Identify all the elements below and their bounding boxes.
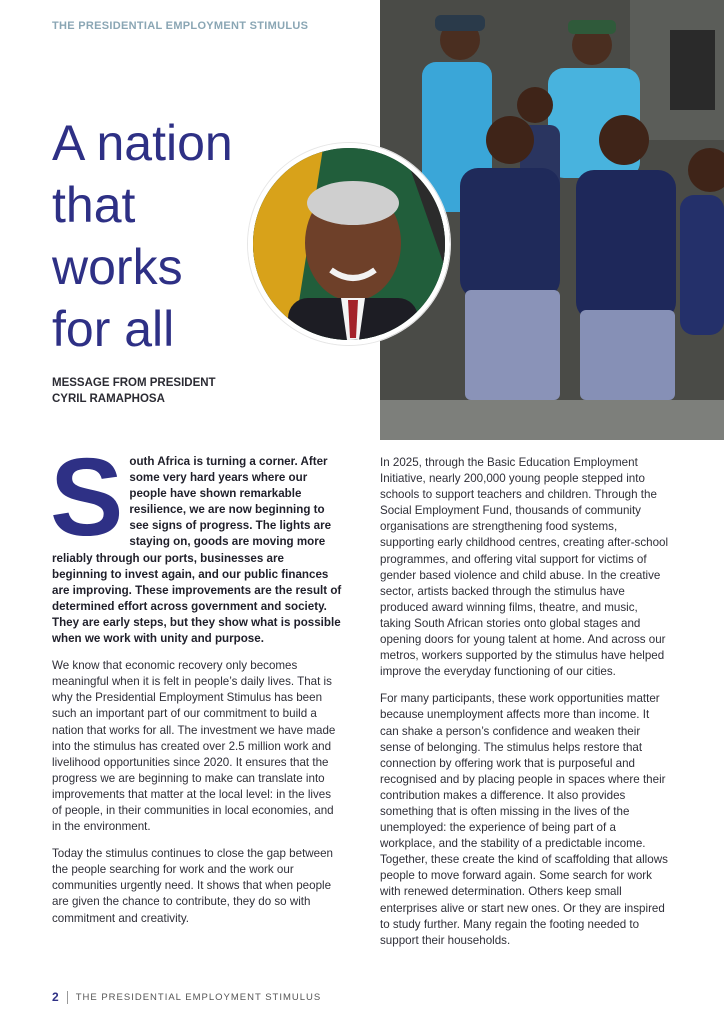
byline-line: CYRIL RAMAPHOSA [52,393,165,405]
title-line: for all [52,300,175,357]
page-number: 2 [52,990,59,1004]
running-header: THE PRESIDENTIAL EMPLOYMENT STIMULUS [52,20,309,32]
page-footer [52,990,321,1004]
article-column-right [380,455,670,960]
body-paragraph: In 2025, through the Basic Education Employment Initiative, nearly 200,000 young people stepped into schools to support teachers and children. Through the Social Employment Fund, thousands of community organisations are strengthening food systems, supporting early childhood centres, creating after-school programmes, and offering vital support for victims of gender based violence and child abuse. In the creative sector, artists backed through the stimulus have produced award winning films, theatre, and music, taking South African stories onto global stages and opening doors for young talent at home. And across our metros, workers supported by the stimulus have helped improve the everyday functioning of our cities. [380,456,669,679]
footer-divider [67,991,68,1004]
president-portrait [248,143,450,345]
body-paragraph: For many participants, these work opportunities matter because unemployment affects more than income. It can shake a person’s confidence and weaken their sense of belonging. The stimulus helps restore that connection by offering work that is purposeful and recognised and by placing people in spaces where their contribution makes a difference. It also provides something that is often missing in the lives of the unemployed: the experience of being part of a workplace, and the stability of a predictable income. Together, these create the kind of scaffolding that allows people to move forward again. Some search for work with renewed determination. Others keep small enterprises alive or start new ones. Or they are inspired to study further. Many regain the footing needed to support their households. [380,692,668,947]
article-column-left [50,436,342,938]
byline-line: MESSAGE FROM PRESIDENT [52,377,216,389]
title-line: that [52,176,136,233]
title-line: A nation [52,114,233,171]
lead-paragraph [50,436,342,647]
footer-title: THE PRESIDENTIAL EMPLOYMENT STIMULUS [75,991,322,1003]
byline [52,375,216,407]
body-paragraph: Today the stimulus continues to close the gap between the people searching for work and the work our communities urgently need. It shows that when people are given the chance to contribute, they do so with commitment and creativity. [52,847,334,925]
drop-cap: S [50,436,124,559]
body-paragraph: We know that economic recovery only becomes meaningful when it is felt in people’s daily lives. That is why the Presidential Employment Stimulus has been such an important part of our commitment to build a nation that works for all. The investment we have made into the stimulus has created over 2.5 million work and livelihood opportunities since 2020. It ensures that the progress we are beginning to make can translate into improvements that matter at the local level: in the lives of people, in their communities in local economies, and in the environment. [52,659,336,834]
portrait-illustration [253,148,445,340]
title-line: works [52,238,183,295]
lead-text: outh Africa is turning a corner. After some very hard years where our people have shown remarkable resilience, we are now beginning to see signs of progress. The lights are staying on, goods are moving more reliably through our ports, businesses are beginning to invest again, and our public finances are improving. These improvements are the result of determined effort across government and society. They are early steps, but they show what is possible when we work with unity and purpose. [52,455,342,646]
